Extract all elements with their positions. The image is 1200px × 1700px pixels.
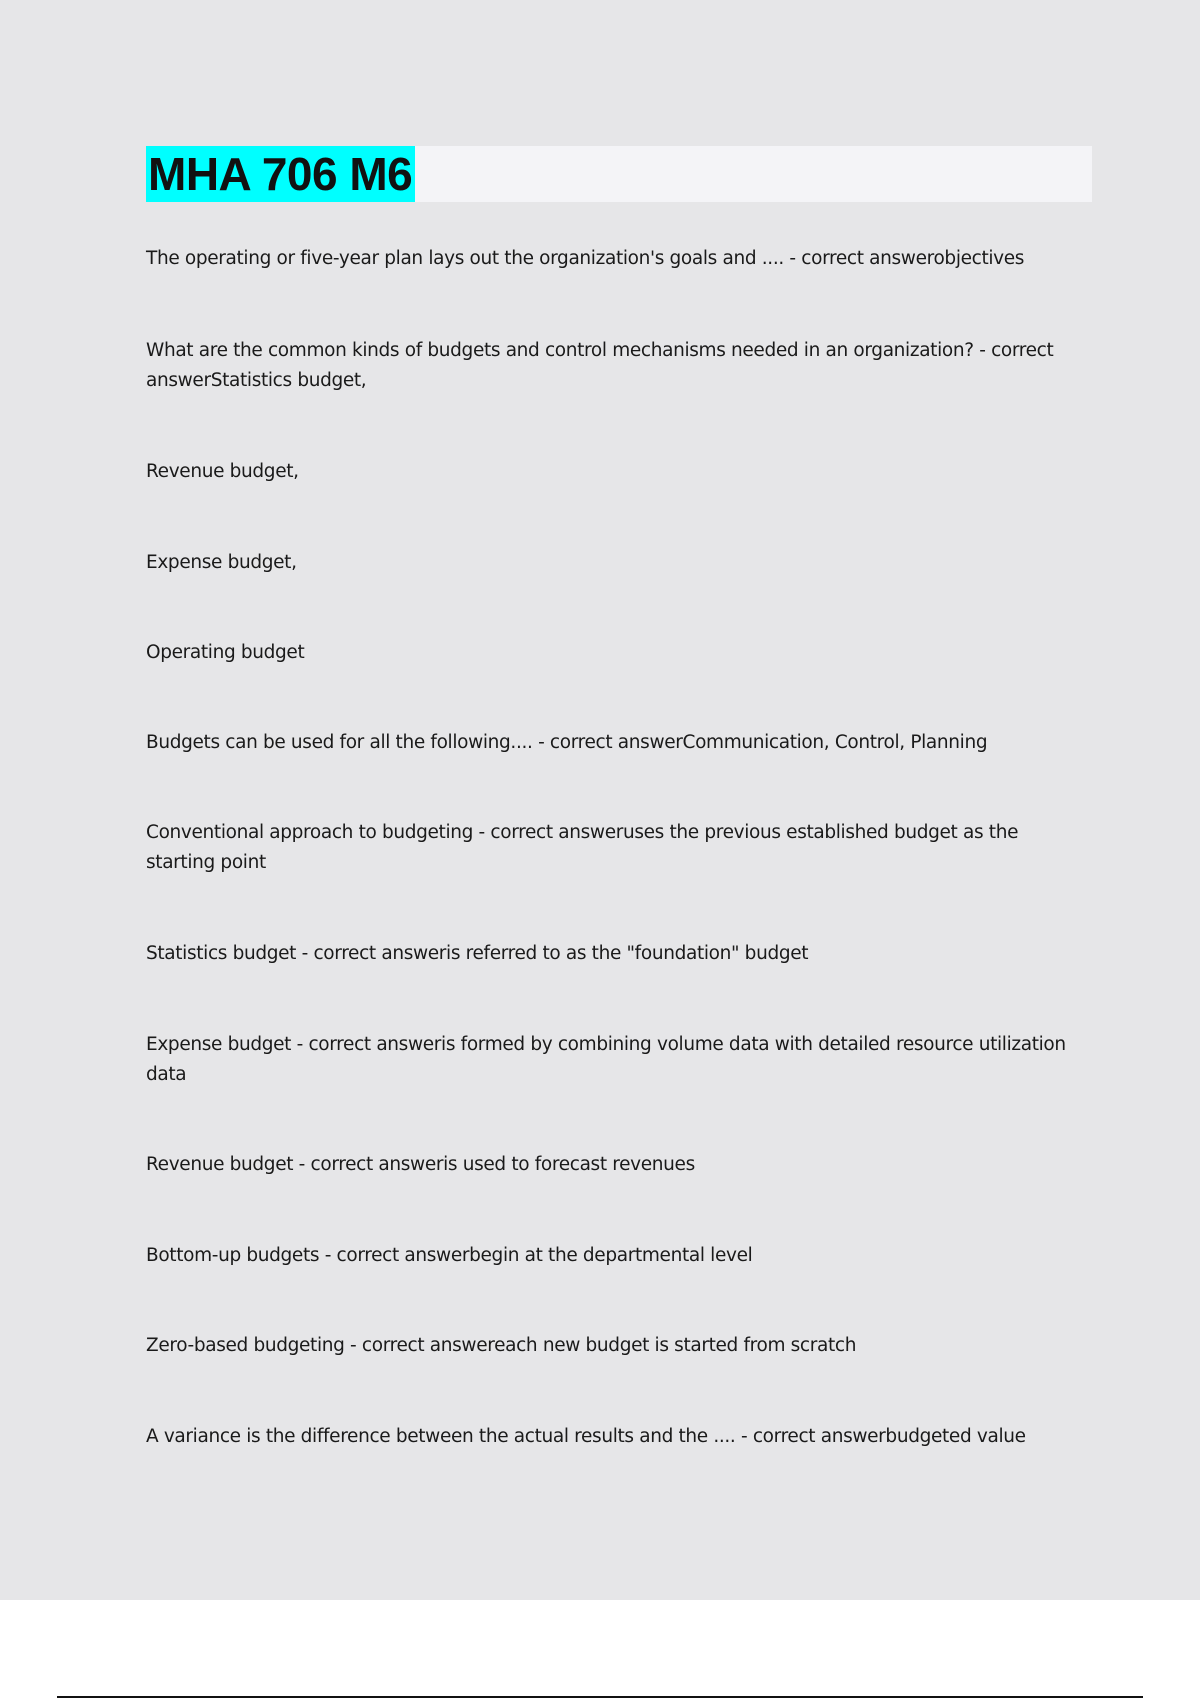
qa-item: Conventional approach to budgeting - correct answeruses the previous established budget as the starting point	[146, 822, 1019, 873]
qa-item: Zero-based budgeting - correct answereach new budget is started from scratch	[146, 1335, 857, 1356]
qa-item: Revenue budget - correct answeris used to forecast revenues	[146, 1154, 695, 1175]
qa-item: Operating budget	[146, 642, 305, 663]
qa-item: Budgets can be used for all the following.... - correct answerCommunication, Control, Planning	[146, 732, 988, 753]
qa-item: Revenue budget,	[146, 461, 299, 482]
qa-item: Expense budget,	[146, 552, 297, 573]
qa-item: Bottom-up budgets - correct answerbegin at the departmental level	[146, 1245, 753, 1266]
footer-divider	[57, 1696, 1143, 1698]
qa-item: A variance is the difference between the actual results and the .... - correct answerbudgeted value	[146, 1426, 1026, 1447]
qa-item: The operating or five-year plan lays out the organization's goals and .... - correct answerobjectives	[146, 248, 1025, 269]
qa-item: Statistics budget - correct answeris referred to as the "foundation" budget	[146, 943, 809, 964]
qa-item: Expense budget - correct answeris formed by combining volume data with detailed resource utilization data	[146, 1034, 1066, 1085]
page-title: MHA 706 M6	[146, 146, 415, 202]
qa-item: What are the common kinds of budgets and control mechanisms needed in an organization? - correct answerStatistics budget,	[146, 340, 1054, 391]
